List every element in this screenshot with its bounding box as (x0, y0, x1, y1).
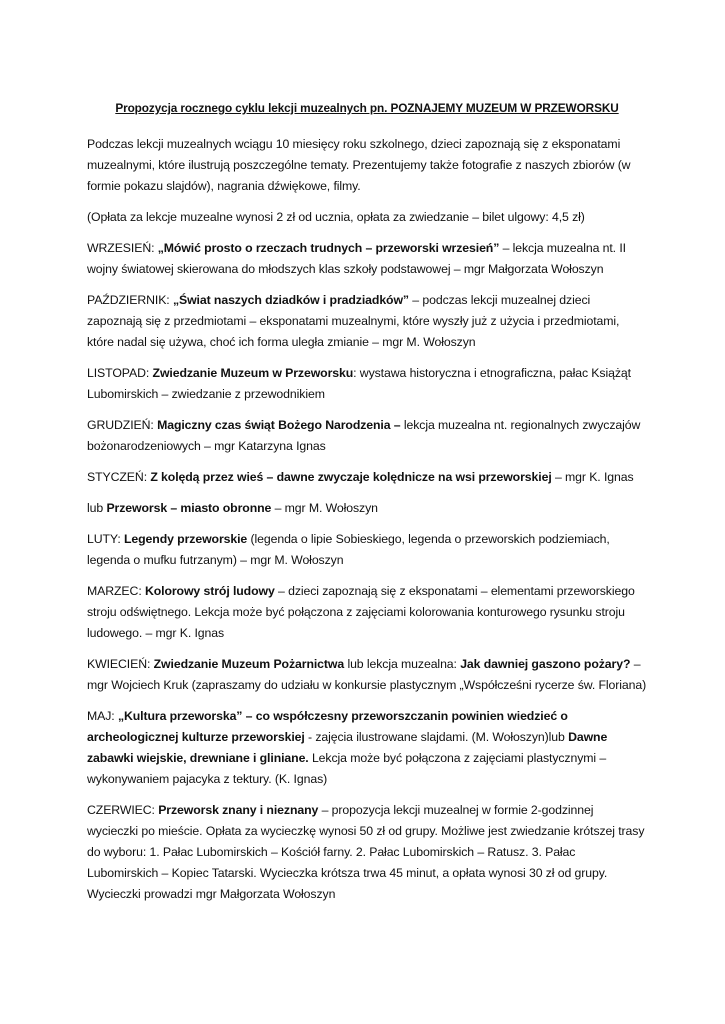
entry-styczen (87, 467, 647, 488)
lesson-title: Magiczny czas świąt Bożego Narodzenia – (157, 418, 401, 432)
entry-listopad (87, 363, 647, 405)
month-label: PAŹDZIERNIK: (87, 293, 173, 307)
lesson-description: – propozycja lekcji muzealnej w formie 2-godzinnej wycieczki po mieście. Opłata za wycieczkę wynosi 50 zł od grupy. Możliwe jest zwiedzanie krótszej trasy do wyboru: 1. Pałac Lubomirskich – Kościół farny. 2. Pałac Lubomirskich – Ratusz. 3. Pałac Lubomirskich – Kopiec Tatarski. Wycieczka krótsza trwa 45 minut, a opłata wynosi 30 zł od grupy. Wycieczki prowadzi mgr Małgorzata Wołoszyn (87, 803, 645, 901)
month-label: LUTY: (87, 532, 124, 546)
month-label: MAJ: (87, 709, 118, 723)
month-label: WRZESIEŃ: (87, 241, 158, 255)
entry-pazdziernik (87, 290, 647, 353)
lesson-title: Kolorowy strój ludowy (144, 584, 275, 598)
lesson-title: Zwiedzanie Muzeum w Przeworsku (152, 366, 354, 380)
entry-grudzien (87, 415, 647, 457)
month-label: LISTOPAD: (87, 366, 153, 380)
entry-kwiecien (87, 654, 647, 696)
entry-maj (87, 706, 647, 790)
month-label: KWIECIEŃ: (87, 657, 154, 671)
entry-czerwiec (87, 800, 647, 905)
month-label: GRUDZIEŃ: (87, 418, 158, 432)
lesson-description: : wystawa historyczna i etnograficzna, pałac Książąt Lubomirskich – zwiedzanie z przewodnikiem (87, 366, 631, 401)
entry-marzec (87, 581, 647, 644)
lesson-connector: lub lekcja muzealna: (344, 657, 461, 671)
lesson-title-alt: Jak dawniej gaszono pożary? (460, 657, 631, 671)
lesson-description: – mgr M. Wołoszyn (271, 501, 378, 515)
lesson-title: Z kolędą przez wieś – dawne zwyczaje kolędnicze na wsi przeworskiej (150, 470, 552, 484)
lesson-title: Zwiedzanie Muzeum Pożarnictwa (153, 657, 345, 671)
intro-paragraph: Podczas lekcji muzealnych wciągu 10 miesięcy roku szkolnego, dzieci zapoznają się z eksponatami muzealnymi, które ilustrują poszczególne tematy. Prezentujemy także fotografie z naszych zbiorów (w formie pokazu slajdów), nagrania dźwiękowe, filmy. (87, 137, 631, 193)
document-page (87, 98, 647, 915)
lesson-description: – mgr K. Ignas (551, 470, 634, 484)
lesson-description: – mgr Wojciech Kruk (zapraszamy do udziału w konkursie plastycznym „Współcześni rycerze św. Floriana) (87, 657, 647, 692)
entry-luty (87, 529, 647, 571)
month-label: CZERWIEC: (87, 803, 159, 817)
lesson-title: „Kultura przeworska” – co współczesny przeworszczanin powinien wiedzieć o archeologicznej kulturze przeworskiej (87, 709, 568, 744)
lesson-description: – lekcja muzealna nt. II wojny światowej skierowana do młodszych klas szkoły podstawowej – mgr Małgorzata Wołoszyn (87, 241, 626, 276)
fee-note: (Opłata za lekcje muzealne wynosi 2 zł od ucznia, opłata za zwiedzanie – bilet ulgowy: 4,5 zł) (87, 210, 585, 224)
lesson-title: „Mówić prosto o rzeczach trudnych – przeworski wrzesień” (157, 241, 500, 255)
lesson-connector: - zajęcia ilustrowane slajdami. (M. Wołoszyn)lub (304, 730, 569, 744)
month-label: MARZEC: (87, 584, 145, 598)
lesson-description: Lekcja może być połączona z zajęciami plastycznymi – wykonywaniem pajacyka z tektury. (K. Ignas) (87, 751, 607, 786)
lesson-title: Legendy przeworskie (124, 532, 248, 546)
month-label: STYCZEŃ: (87, 470, 151, 484)
lesson-description: (legenda o lipie Sobieskiego, legenda o przeworskich podziemiach, legenda o mufku futrzanym) – mgr M. Wołoszyn (87, 532, 610, 567)
alt-prefix: lub (87, 501, 107, 515)
lesson-title-alt: Dawne zabawki wiejskie, drewniane i gliniane. (87, 730, 608, 765)
lesson-description: – dzieci zapoznają się z eksponatami – elementami przeworskiego stroju odświętnego. Lekcja może być połączona z zajęciami kolorowania konturowego rysunku stroju ludowego. – mgr K. Ignas (87, 584, 635, 640)
document-title: Propozycja rocznego cyklu lekcji muzealnych pn. POZNAJEMY MUZEUM W PRZEWORSKU (115, 101, 619, 115)
lesson-title: „Świat naszych dziadków i pradziadków” (172, 293, 409, 307)
entry-styczen-alt (87, 498, 647, 519)
lesson-title: Przeworsk znany i nieznany (158, 803, 319, 817)
lesson-description: lekcja muzealna nt. regionalnych zwyczajów bożonarodzeniowych – mgr Katarzyna Ignas (87, 418, 641, 453)
lesson-description: – podczas lekcji muzealnej dzieci zapoznają się z przedmiotami – eksponatami muzealnymi, które wyszły już z użycia i przedmiotami, które nadal się używa, choć ich forma uległa zmianie – mgr M. Wołoszyn (87, 293, 620, 349)
lesson-title: Przeworsk – miasto obronne (106, 501, 272, 515)
entry-wrzesien (87, 238, 647, 280)
